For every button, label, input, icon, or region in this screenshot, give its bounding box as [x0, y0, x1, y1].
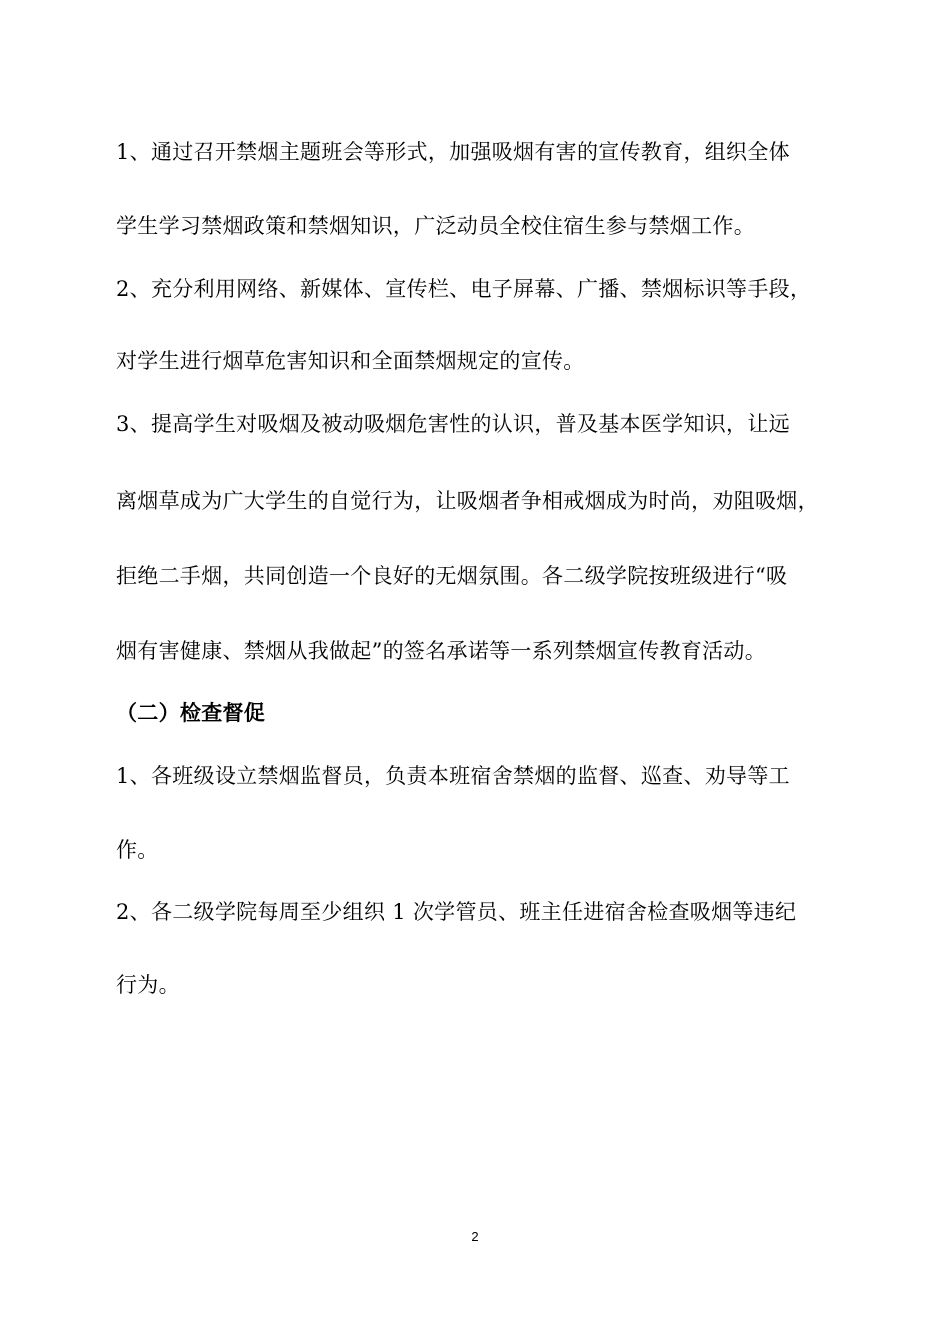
paragraph-line: 作。	[116, 838, 159, 862]
paragraph-line: 2、各二级学院每周至少组织 1 次学管员、班主任进宿舍检查吸烟等违纪	[116, 900, 797, 924]
paragraph-line: 行为。	[116, 973, 180, 997]
paragraph-line: 对学生进行烟草危害知识和全面禁烟规定的宣传。	[116, 349, 585, 373]
section-heading: （二）检查督促	[116, 701, 266, 725]
paragraph-line: 2、充分利用网络、新媒体、宣传栏、电子屏幕、广播、禁烟标识等手段，	[116, 277, 812, 301]
paragraph-line: 学生学习禁烟政策和禁烟知识，广泛动员全校住宿生参与禁烟工作。	[116, 214, 755, 238]
paragraph-line: 离烟草成为广大学生的自觉行为，让吸烟者争相戒烟成为时尚，劝阻吸烟，	[116, 489, 819, 513]
paragraph-line: 1、通过召开禁烟主题班会等形式，加强吸烟有害的宣传教育，组织全体	[116, 140, 790, 164]
paragraph-line: 3、提高学生对吸烟及被动吸烟危害性的认识，普及基本医学知识，让远	[116, 412, 790, 436]
paragraph-line: 拒绝二手烟，共同创造一个良好的无烟氛围。各二级学院按班级进行“吸	[116, 564, 788, 588]
paragraph-line: 烟有害健康、禁烟从我做起”的签名承诺等一系列禁烟宣传教育活动。	[116, 639, 767, 663]
paragraph-line: 1、各班级设立禁烟监督员，负责本班宿舍禁烟的监督、巡查、劝导等工	[116, 764, 790, 788]
page-number: 2	[471, 1229, 479, 1244]
